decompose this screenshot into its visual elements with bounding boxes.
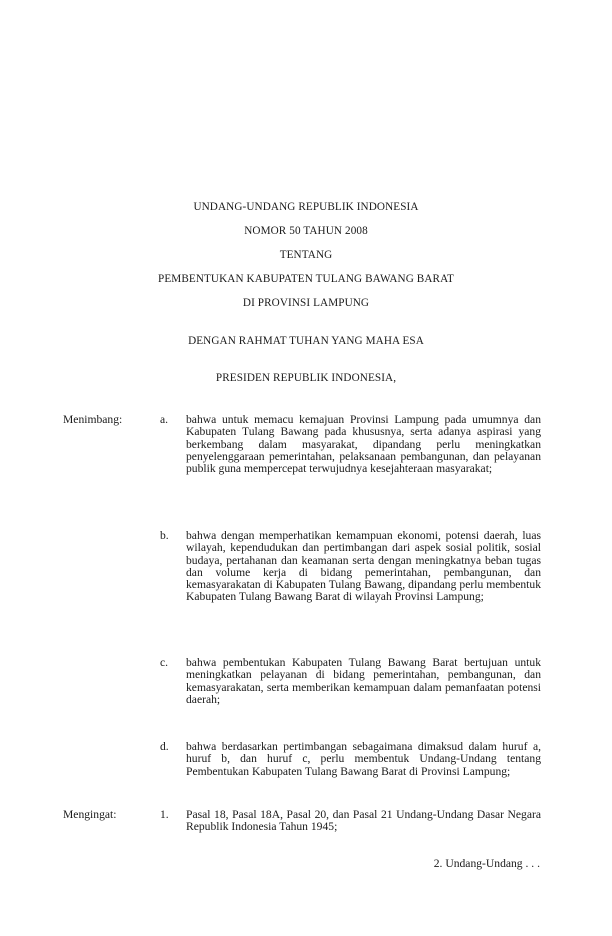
menimbang-label: Menimbang: bbox=[63, 413, 123, 426]
item-text: bahwa pembentukan Kabupaten Tulang Bawang Barat bertujuan untuk meningkatkan pelayanan di bidang pemerintahan, pembangunan, dan kemasyarakatan, serta memberikan kemampuan dalam pemanfaatan potensi daerah; bbox=[186, 656, 541, 706]
mengingat-label: Mengingat: bbox=[63, 808, 117, 821]
item-number: 1. bbox=[160, 808, 169, 821]
item-text: bahwa berdasarkan pertimbangan sebagaimana dimaksud dalam huruf a, huruf b, dan huruf c, perlu membentuk Undang-Undang tentang Pembentukan Kabupaten Tulang Bawang Barat di Provinsi Lampung; bbox=[186, 740, 541, 778]
law-subject-location: DI PROVINSI LAMPUNG bbox=[242, 297, 370, 309]
item-text: bahwa dengan memperhatikan kemampuan ekonomi, potensi daerah, luas wilayah, kependudukan dan pertimbangan dari aspek sosial politik, sosial budaya, pertahanan dan keamanan serta dengan meningkatnya beban tugas dan volume kerja di bidang pemerintahan, pembangunan, dan kemasyarakatan di Kabupaten Tulang Bawang, dipandang perlu membentuk Kabupaten Tulang Bawang Barat di wilayah Provinsi Lampung; bbox=[186, 529, 541, 604]
item-letter: d. bbox=[160, 740, 169, 753]
law-title: UNDANG-UNDANG REPUBLIK INDONESIA bbox=[193, 201, 419, 213]
item-letter: b. bbox=[160, 529, 169, 542]
law-number: NOMOR 50 TAHUN 2008 bbox=[244, 225, 368, 237]
item-text: bahwa untuk memacu kemajuan Provinsi Lampung pada umumnya dan Kabupaten Tulang Bawang pada khususnya, serta adanya aspirasi yang berkembang dalam masyarakat, dipandang perlu meningkatkan penyelenggaraan pemerintahan, pelaksanaan pembangunan, dan pelayanan publik guna mempercepat terwujudnya kesejahteraan masyarakat; bbox=[186, 413, 541, 476]
item-letter: c. bbox=[160, 656, 169, 669]
item-text: Pasal 18, Pasal 18A, Pasal 20, dan Pasal 21 Undang-Undang Dasar Negara Republik Indonesia Tahun 1945; bbox=[186, 808, 541, 834]
president-line: PRESIDEN REPUBLIK INDONESIA, bbox=[215, 372, 397, 384]
page-continuation: 2. Undang-Undang . . . bbox=[433, 857, 540, 870]
item-letter: a. bbox=[160, 413, 169, 426]
blessing-line: DENGAN RAHMAT TUHAN YANG MAHA ESA bbox=[188, 335, 424, 347]
law-subject: PEMBENTUKAN KABUPATEN TULANG BAWANG BARAT bbox=[158, 273, 454, 285]
law-about: TENTANG bbox=[279, 249, 333, 261]
